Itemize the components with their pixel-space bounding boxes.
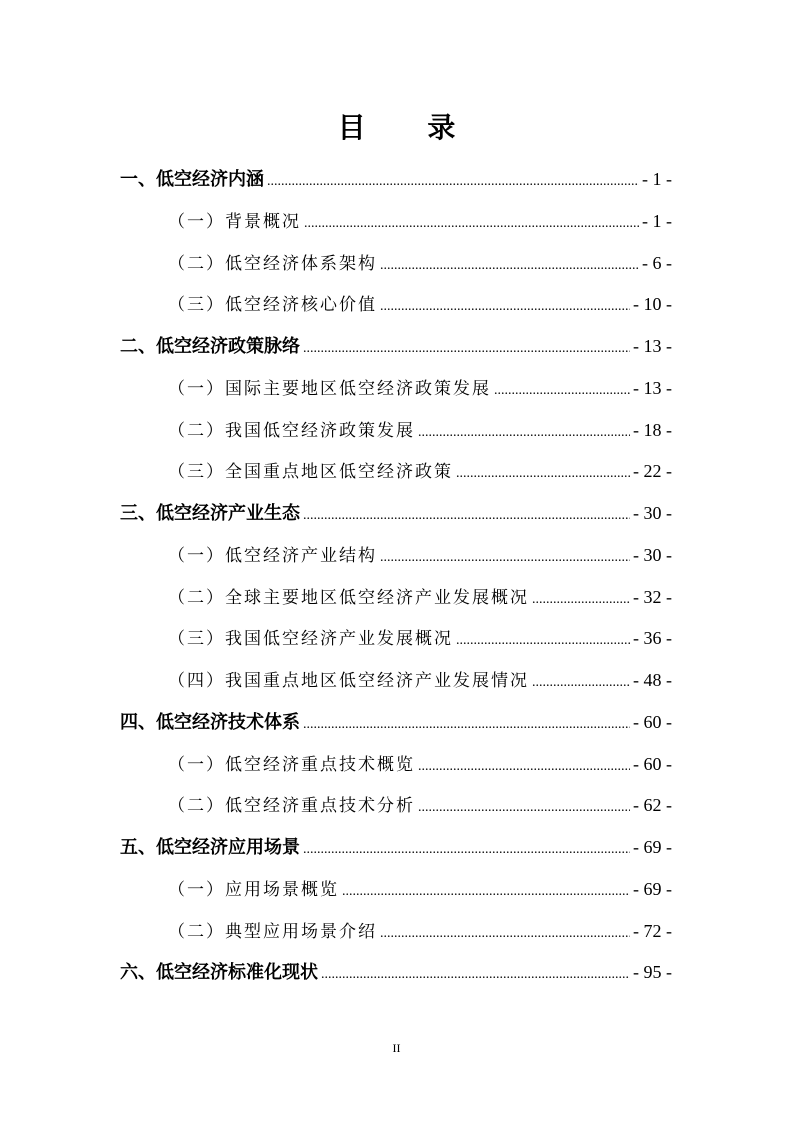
toc-entry[interactable]: [120, 869, 672, 911]
table-of-contents: [120, 159, 672, 994]
toc-entry-text: （一）背景概况: [168, 211, 301, 232]
toc-entry-text: （三）全国重点地区低空经济政策: [168, 462, 453, 483]
dot-leader: [303, 829, 630, 871]
dot-leader: [418, 787, 630, 829]
toc-entry[interactable]: [120, 577, 672, 619]
toc-entry-text: （三）我国低空经济产业发展概况: [168, 629, 453, 650]
toc-entry[interactable]: [120, 618, 672, 660]
toc-entry-text: 二、低空经济政策脉络: [120, 336, 300, 357]
dot-leader: [304, 203, 639, 245]
dot-leader: [380, 245, 639, 287]
toc-entry[interactable]: [120, 911, 672, 953]
toc-page-number: - 30 -: [633, 503, 672, 523]
toc-page-number: - 60 -: [633, 711, 672, 732]
dot-leader: [532, 579, 630, 621]
toc-entry[interactable]: [120, 368, 672, 410]
page-footer-number: II: [392, 1041, 401, 1055]
toc-entry-text: （二）全球主要地区低空经济产业发展概况: [168, 587, 529, 608]
toc-entry[interactable]: [120, 326, 672, 368]
toc-entry[interactable]: [120, 284, 672, 326]
toc-entry-text: 五、低空经济应用场景: [120, 837, 300, 858]
dot-leader: [494, 370, 630, 412]
dot-leader: [321, 954, 630, 996]
toc-entry-text: （一）应用场景概览: [168, 879, 339, 900]
toc-entry-text: （二）我国低空经济政策发展: [168, 420, 415, 441]
toc-page-number: - 1 -: [642, 169, 672, 189]
toc-page-number: - 10 -: [633, 294, 672, 315]
toc-entry[interactable]: [120, 410, 672, 452]
toc-page-number: - 69 -: [633, 837, 672, 857]
toc-page-number: - 48 -: [633, 670, 672, 690]
toc-entry[interactable]: [120, 493, 672, 535]
toc-title: 目 录: [337, 111, 482, 144]
toc-page-number: - 22 -: [633, 461, 672, 482]
dot-leader: [303, 328, 630, 370]
toc-entry-text: （三）低空经济核心价值: [168, 295, 377, 316]
toc-entry-text: （一）低空经济重点技术概览: [168, 754, 415, 775]
dot-leader: [532, 662, 630, 704]
toc-entry[interactable]: [120, 785, 672, 827]
dot-leader: [418, 412, 630, 454]
toc-entry[interactable]: [120, 243, 672, 285]
toc-page-number: - 69 -: [633, 878, 672, 899]
toc-page-number: - 32 -: [633, 586, 672, 607]
toc-entry-text: （一）低空经济产业结构: [168, 545, 377, 566]
dot-leader: [456, 620, 630, 662]
dot-leader: [418, 746, 630, 788]
toc-entry-text: 四、低空经济技术体系: [120, 711, 300, 733]
toc-entry-text: （四）我国重点地区低空经济产业发展情况: [168, 671, 529, 691]
toc-page-number: - 18 -: [633, 419, 672, 440]
toc-entry[interactable]: [120, 827, 672, 869]
toc-page-number: - 1 -: [642, 210, 672, 231]
toc-page-number: - 60 -: [633, 753, 672, 774]
toc-entry[interactable]: [120, 702, 672, 744]
dot-leader: [380, 537, 630, 579]
toc-entry-text: 一、低空经济内涵: [120, 169, 264, 190]
dot-leader: [267, 161, 639, 203]
toc-page-number: - 30 -: [633, 544, 672, 565]
toc-page-number: - 95 -: [633, 962, 672, 983]
dot-leader: [380, 913, 630, 955]
toc-entry[interactable]: [120, 535, 672, 577]
toc-page-number: - 13 -: [633, 377, 672, 398]
dot-leader: [303, 704, 630, 746]
toc-entry[interactable]: [120, 660, 672, 702]
toc-entry-text: （二）典型应用场景介绍: [168, 921, 377, 942]
toc-entry[interactable]: [120, 201, 672, 243]
toc-page-number: - 72 -: [633, 920, 672, 941]
toc-entry-text: （二）低空经济体系架构: [168, 253, 377, 274]
toc-entry-text: 六、低空经济标准化现状: [120, 962, 318, 984]
toc-page-number: - 62 -: [633, 795, 672, 816]
dot-leader: [456, 453, 630, 495]
toc-entry[interactable]: [120, 451, 672, 493]
toc-entry-text: 三、低空经济产业生态: [120, 503, 300, 524]
dot-leader: [342, 871, 630, 913]
toc-entry[interactable]: [120, 744, 672, 786]
toc-entry[interactable]: [120, 952, 672, 994]
dot-leader: [380, 286, 630, 328]
toc-entry[interactable]: [120, 159, 672, 201]
toc-page-number: - 6 -: [642, 252, 672, 273]
dot-leader: [303, 495, 630, 537]
toc-entry-text: （二）低空经济重点技术分析: [168, 796, 415, 817]
toc-entry-text: （一）国际主要地区低空经济政策发展: [168, 378, 491, 399]
toc-page-number: - 13 -: [633, 336, 672, 356]
toc-page-number: - 36 -: [633, 628, 672, 649]
